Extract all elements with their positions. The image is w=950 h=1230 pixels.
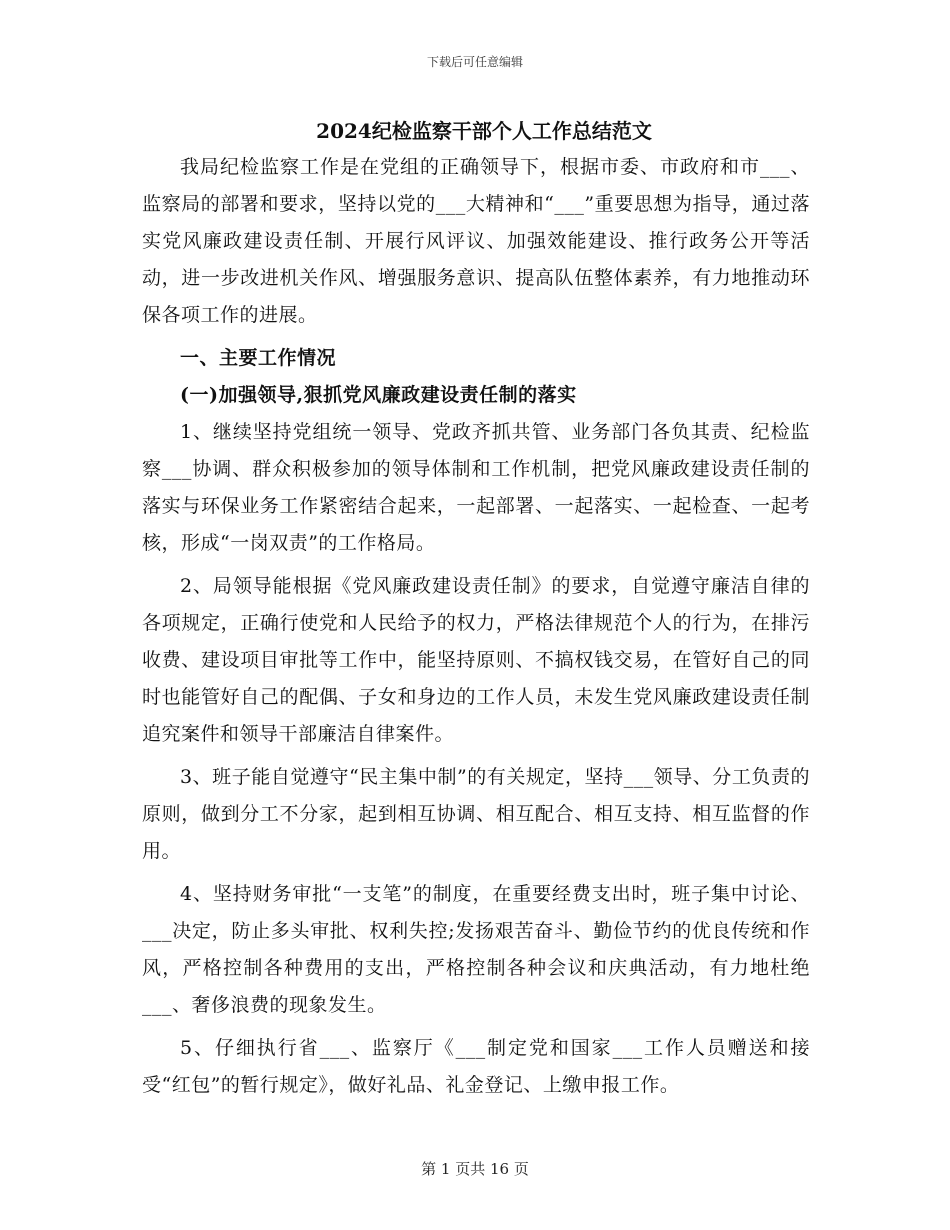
section-heading: 一、主要工作情况 — [180, 347, 337, 369]
list-item-5: 5、仔细执行省___、监察厅《___制定党和国家___工作人员赠送和接受“红包”的暂行规定》，做好礼品、礼金登记、上缴申报工作。 — [142, 1037, 810, 1096]
intro-paragraph: 我局纪检监察工作是在党组的正确领导下，根据市委、市政府和市___、监察局的部署和要求，坚持以党的___大精神和“___”重要思想为指导，通过落实党风廉政建设责任制、开展行风评议、加强效能建设、推行政务公开等活动，进一步改进机关作风、增强服务意识、提高队伍整体素养，有力地推动环保各项工作的进展。 — [142, 156, 810, 326]
list-item-3: 3、班子能自觉遵守“民主集中制”的有关规定，坚持___领导、分工负责的原则，做到分工不分家，起到相互协调、相互配合、相互支持、相互监督的作用。 — [142, 766, 810, 862]
document-title: 2024纪检监察干部个人工作总结范文 — [316, 119, 652, 143]
page-indicator: 第 1 页共 16 页 — [421, 1160, 529, 1178]
header-note: 下载后可任意编辑 — [426, 55, 523, 69]
list-item-1: 1、继续坚持党组统一领导、党政齐抓共管、业务部门各负其责、纪检监察___协调、群众积极参加的领导体制和工作机制，把党风廉政建设责任制的落实与环保业务工作紧密结合起来，一起部署、一起落实、一起检查、一起考核，形成“一岗双责”的工作格局。 — [142, 421, 810, 554]
list-item-4: 4、坚持财务审批“一支笔”的制度，在重要经费支出时，班子集中讨论、___决定，防止多头审批、权利失控;发扬艰苦奋斗、勤俭节约的优良传统和作风，严格控制各种费用的支出，严格控制各种会议和庆典活动，有力地杜绝___、奢侈浪费的现象发生。 — [142, 883, 810, 1016]
subsection-heading: (一)加强领导,狠抓党风廉政建设责任制的落实 — [180, 384, 577, 406]
document-body — [142, 113, 810, 1104]
list-item-2: 2、局领导能根据《党风廉政建设责任制》的要求，自觉遵守廉洁自律的各项规定，正确行使党和人民给予的权力，严格法律规范个人的行为，在排污收费、建设项目审批等工作中，能坚持原则、不搞权钱交易，在管好自己的同时也能管好自己的配偶、子女和身边的工作人员，未发生党风廉政建设责任制追究案件和领导干部廉洁自律案件。 — [142, 575, 810, 745]
